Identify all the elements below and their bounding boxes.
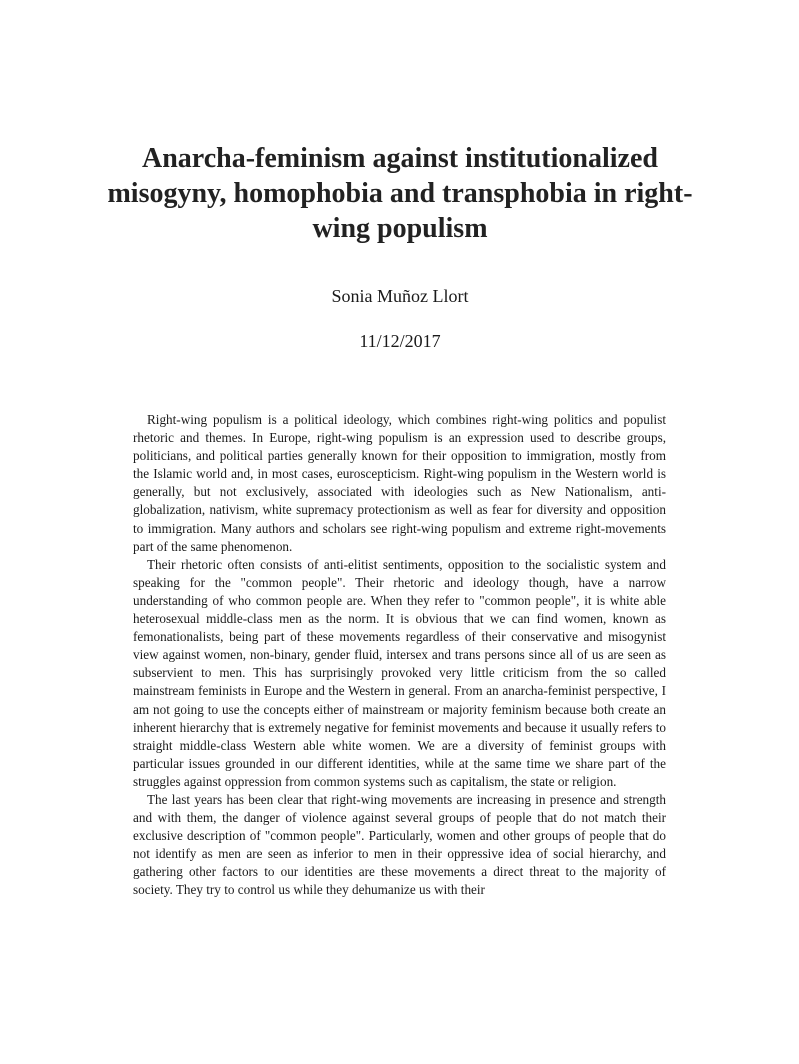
- document-title: Anarcha-feminism against institutionalized misogyny, homophobia and transphobia in right-wing populism: [107, 143, 693, 244]
- document-author: Sonia Muñoz Llort: [331, 286, 469, 306]
- body-paragraph: The last years has been clear that right-wing movements are increasing in presence and strength and with them, the danger of violence against several groups of people that do not match their exclusive description of "common people". Particularly, women and other groups of people that do not identify as men are seen as inferior to men in their oppressive idea of social hierarchy, and gathering other factors to our identities are these movements a direct threat to the majority of society. They try to control us while they dehumanize us with their: [133, 791, 666, 898]
- document-date: 11/12/2017: [359, 331, 441, 351]
- body-paragraph: Their rhetoric often consists of anti-elitist sentiments, opposition to the socialistic system and speaking for the "common people". Their rhetoric and ideology though, have a narrow understanding of who common people are. When they refer to "common people", it is white able heterosexual middle-class men as the norm. It is obvious that we can find women, known as femonationalists, being part of these movements regardless of their conservative and misogynist view against women, non-binary, gender fluid, intersex and trans persons since all of us are seen as subservient to men. This has surprisingly provoked very little criticism from the so called mainstream feminists in Europe and the Western in general. From an anarcha-feminist perspective, I am not going to use the concepts either of mainstream or majority feminism because both create an inherent hierarchy that is extremely negative for feminist movements and because it usually refers to straight middle-class Western able white women. We are a diversity of feminist groups with particular issues grounded in our different identities, while at the same time we share part of the struggles against oppression from common systems such as capitalism, the state or religion.: [133, 556, 666, 789]
- body-paragraph: Right-wing populism is a political ideology, which combines right-wing politics and populist rhetoric and themes. In Europe, right-wing populism is an expression used to describe groups, politicians, and political parties generally known for their opposition to immigration, mostly from the Islamic world and, in most cases, euroscepticism. Right-wing populism in the Western world is generally, but not exclusively, associated with ideologies such as New Nationalism, anti-globalization, nativism, white supremacy protectionism as well as fear for diversity and opposition to immigration. Many authors and scholars see right-wing populism and extreme right-movements part of the same phenomenon.: [133, 412, 666, 554]
- document-body: [133, 411, 666, 900]
